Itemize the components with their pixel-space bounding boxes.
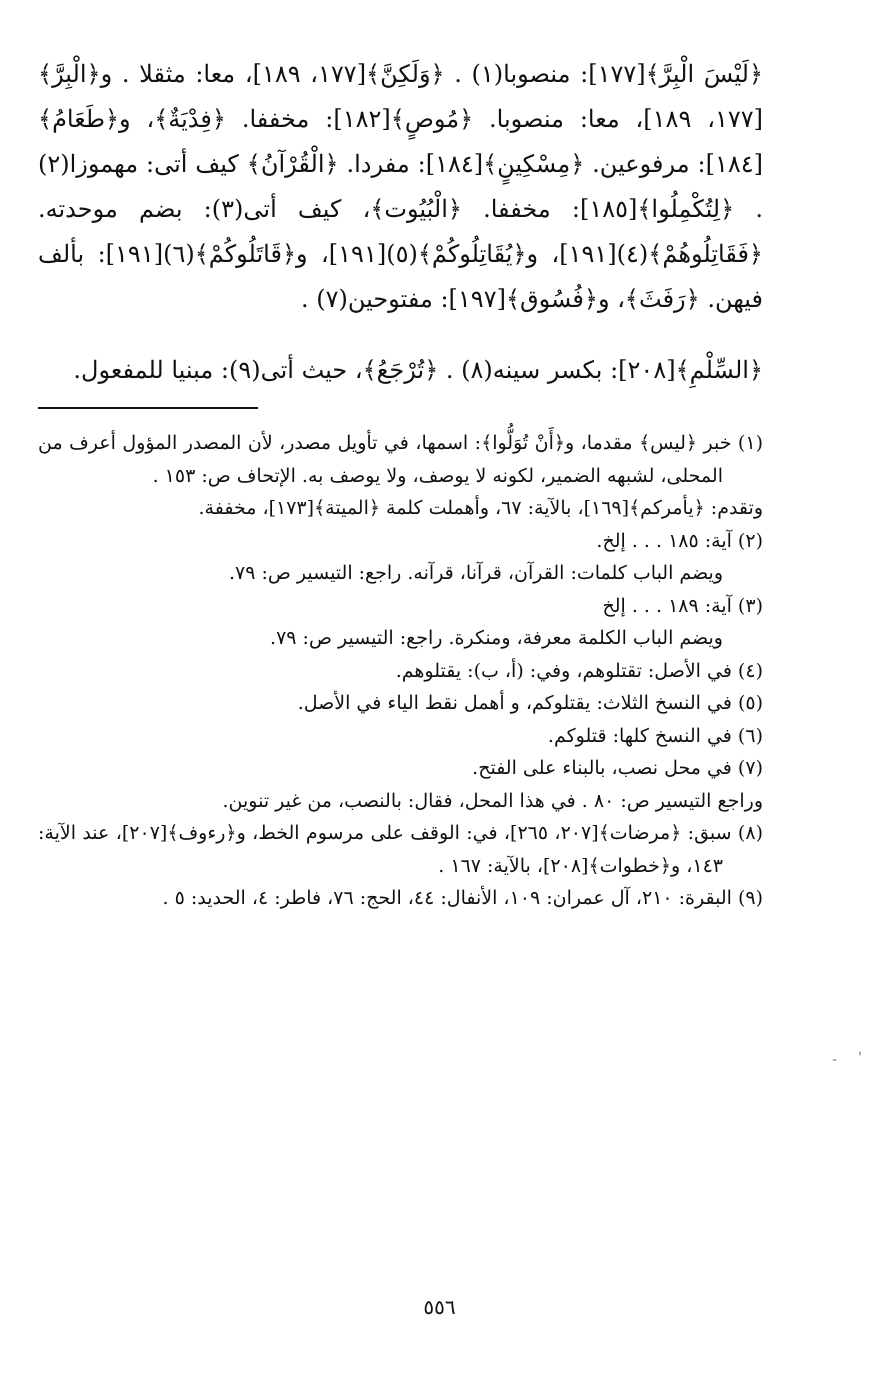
- footnotes: [38, 427, 763, 915]
- main-paragraph-1: ﴿لَيْسَ الْبِرَّ﴾[١٧٧]: منصوبا(١) . ﴿وَلَكِنَّ﴾[١٧٧، ١٨٩]، معا: مثقلا . و﴿الْبِرَّ﴾[١٧٧، ١٨٩]، معا: منصوبا. ﴿مُوصٍ﴾[١٨٢]: مخففا. ﴿فِدْيَةٌ﴾، و﴿طَعَامُ﴾[١٨٤]: مرفوعين. ﴿مِسْكِينٍ﴾[١٨٤]: مفردا. ﴿الْقُرْآنُ﴾ كيف أتى: مهموزا(٢) . ﴿لِتُكْمِلُوا﴾[١٨٥]: مخففا. ﴿الْبُيُوت﴾، كيف أتى(٣): بضم موحدته. ﴿فَقَاتِلُوهُمْ﴾(٤)[١٩١]، و﴿يُقَاتِلُوكُمْ﴾(٥)[١٩١]، و﴿قَاتَلُوكُمْ﴾(٦)[١٩١]: بألف فيهن. ﴿رَفَثَ﴾، و﴿فُسُوق﴾[١٩٧]: مفتوحين(٧) .: [38, 60, 764, 313]
- footnote-2: (٢) آية: ١٨٥ . . . إلخ.: [596, 529, 763, 552]
- footnote-4: (٤) في الأصل: تقتلوهم، وفي: (أ، ب): يقتلوهم.: [395, 659, 763, 682]
- footnote-7-continuation: وراجع التيسير ص: ٨٠ . في هذا المحل، فقال: بالنصب، من غير تنوين.: [222, 789, 763, 812]
- page-number: ٥٥٦: [423, 1295, 456, 1319]
- main-text: [38, 52, 763, 393]
- footnote-7: (٧) في محل نصب، بالبناء على الفتح.: [472, 757, 763, 779]
- page-content: [38, 52, 763, 915]
- footnote-3-continuation: ويضم الباب الكلمة معرفة، ومنكرة. راجع: التيسير ص: ٧٩.: [270, 627, 723, 649]
- footnote-2-continuation: ويضم الباب كلمات: القرآن، قرآنا، قرآنه. راجع: التيسير ص: ٧٩.: [228, 562, 723, 584]
- footnote-3: (٣) آية: ١٨٩ . . . إلخ: [602, 594, 763, 617]
- footnote-6: (٦) في النسخ كلها: قتلوكم.: [547, 724, 763, 747]
- footnote-8: (٨) سبق: ﴿مرضات﴾[٢٠٧، ٢٦٥]، في: الوقف على مرسوم الخط، و﴿رءوف﴾[٢٠٧]، عند الآية: ١٤٣، و﴿خطوات﴾[٢٠٨]، بالآية: ١٦٧ .: [38, 822, 763, 877]
- footnote-separator: [38, 407, 258, 409]
- main-paragraph-2: ﴿السِّلْمِ﴾[٢٠٨]: بكسر سينه(٨) . ﴿تُرْجَعُ﴾، حيث أتى(٩): مبنيا للمفعول.: [73, 356, 763, 384]
- footnote-1: (١) خبر ﴿ليس﴾ مقدما، و﴿أَنْ تُوَلُّوا﴾: اسمها، في تأويل مصدر، لأن المصدر المؤول أعرف من المحلى، لشبهه الضمير، لكونه لا يوصف، ولا يوصف به. الإتحاف ص: ١٥٣ .: [38, 432, 763, 487]
- margin-scan-mark: -: [832, 1052, 838, 1068]
- footnote-1-continuation: وتقدم: ﴿يأمركم﴾[١٦٩]، بالآية: ٦٧، وأهملت كلمة ﴿الميتة﴾[١٧٣]، مخففة.: [198, 497, 763, 519]
- margin-scan-mark: ': [858, 1050, 862, 1066]
- footnote-9: (٩) البقرة: ٢١٠، آل عمران: ١٠٩، الأنفال: ٤٤، الحج: ٧٦، فاطر: ٤، الحديد: ٥ .: [162, 887, 763, 909]
- footnote-5: (٥) في النسخ الثلاث: يقتلوكم، و أهمل نقط الياء في الأصل.: [297, 692, 763, 714]
